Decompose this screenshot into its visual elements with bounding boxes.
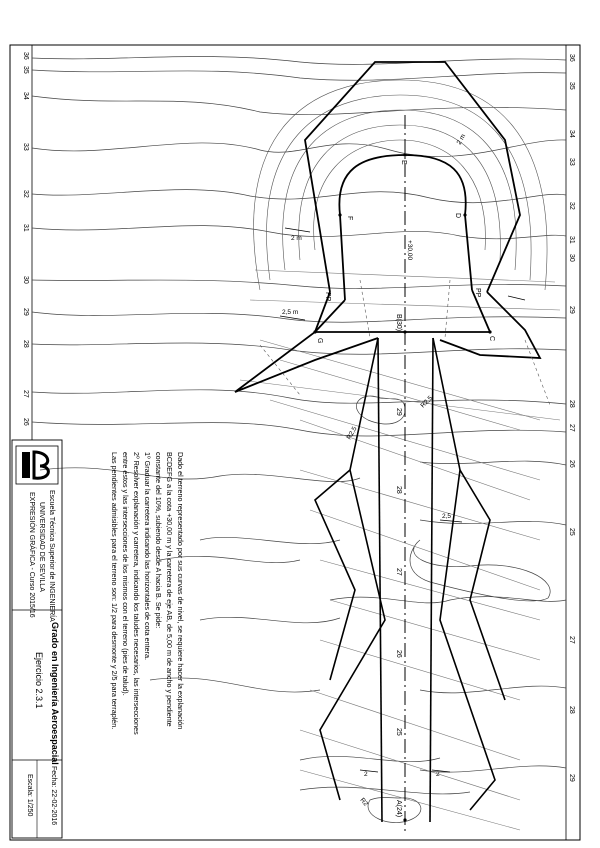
contour-label: 29 <box>568 306 575 314</box>
contour-label: 34 <box>568 130 575 138</box>
dim-2m-right: 2 m <box>455 133 468 146</box>
school-logo <box>16 446 58 484</box>
contour-label: 26 <box>568 460 575 468</box>
point-label-g: G <box>316 338 323 344</box>
contour-label: 36 <box>568 54 575 62</box>
axis-elev-label: 27 <box>395 568 402 576</box>
point-label-pp-right: PP <box>474 288 481 298</box>
exercise-number: Ejercicio 2.3.1 <box>34 652 44 709</box>
contour-label: 33 <box>22 143 29 151</box>
point-label-e: E <box>400 160 407 165</box>
contour-label: 26 <box>22 418 29 426</box>
contour-label: 32 <box>568 202 575 210</box>
statement-line: 2º Resolver explanación y carretera, indicando los taludes necesarios, las intersecciones <box>132 452 141 735</box>
degree-name: Grado en Ingeniería Aeroespacial <box>50 622 60 765</box>
contour-label: 30 <box>568 254 575 262</box>
road-outline <box>315 338 505 822</box>
contour-labels-right <box>568 54 575 782</box>
contour-label: 33 <box>568 158 575 166</box>
contour-label: 31 <box>568 236 575 244</box>
contour-labels-left <box>22 52 29 426</box>
axis-elev-label: 26 <box>395 650 402 658</box>
point-label-c: C <box>488 336 495 342</box>
axis-elev-label: 29 <box>395 408 402 416</box>
point-label-b: B(30) <box>395 314 402 332</box>
contour-label: 29 <box>568 774 575 782</box>
contour-label: 32 <box>22 190 29 198</box>
department-name: EXPRESIÓN GRÁFICA - Curso 2015/16 <box>28 492 35 618</box>
contour-label: 30 <box>22 276 29 284</box>
radius-label-1: R2,5 <box>419 394 435 410</box>
axis-elev-label: 25 <box>395 728 402 736</box>
dim-2-left: 2 <box>364 771 368 778</box>
scale-label: Escala: 1/250 <box>26 774 33 817</box>
elevation-label: +30,00 <box>406 240 413 261</box>
dim-2-right: 2 <box>436 771 440 778</box>
radius-label-3: R2 <box>358 796 370 808</box>
contour-label: 25 <box>568 528 575 536</box>
point-label-f: F <box>346 216 353 221</box>
problem-statement <box>110 452 185 735</box>
sheet-border <box>10 45 580 840</box>
statement-line: entre éstos y las intersecciones de los mismos con el terreno (pies de talud). <box>121 452 130 696</box>
contour-labels-axis <box>395 408 402 736</box>
dim-2m-left: 2 m <box>291 235 302 242</box>
contour-label: 29 <box>22 308 29 316</box>
dim-25m: 2,5 m <box>282 309 299 316</box>
contour-label: 35 <box>568 82 575 90</box>
date-label: Fecha: 22-02-2016 <box>50 766 57 826</box>
point-label-a: A(24) <box>395 800 402 818</box>
contour-label: 28 <box>22 340 29 348</box>
platform-slope-arcs <box>254 80 547 290</box>
platform-outline <box>315 155 490 332</box>
road-grading-lines <box>240 270 560 830</box>
statement-line: BCDEFG a la cota +30,00 m y la carretera de eje AB, de 5,00 m de ancho y pendiente <box>165 452 174 727</box>
contour-label: 34 <box>22 92 29 100</box>
contour-label: 27 <box>22 390 29 398</box>
university-name: UNIVERSIDAD DE SEVILLA <box>38 502 45 592</box>
contour-label: 27 <box>568 424 575 432</box>
contour-label: 36 <box>22 52 29 60</box>
title-block <box>12 440 62 838</box>
point-label-d: D <box>454 213 461 219</box>
radius-label-2: R2,5 <box>345 425 359 441</box>
point-label-pp-left: PP <box>324 292 331 302</box>
statement-line: constante del 10%, subiendo desde A hacia B. Se pide: <box>154 452 163 629</box>
contour-label: 35 <box>22 66 29 74</box>
statement-line: Dado el terreno representado por sus curvas de nivel, se requiere hacer la explanación <box>176 452 185 730</box>
contour-label: 31 <box>22 224 29 232</box>
dim-25: 2,5 <box>442 513 452 520</box>
axis-elev-label: 28 <box>395 486 402 494</box>
school-name: Escuela Técnica Superior de INGENIERÍA <box>48 490 55 622</box>
statement-line: Las pendientes admisibles para el terreno son: 1/2 para desmonte y 2/5 para terraplén. <box>110 452 119 730</box>
statement-line: 1º Graduar la carretera indicando las horizontales de cota entera. <box>143 452 152 660</box>
contour-label: 28 <box>568 400 575 408</box>
contour-label: 28 <box>568 706 575 714</box>
contour-label: 27 <box>568 636 575 644</box>
